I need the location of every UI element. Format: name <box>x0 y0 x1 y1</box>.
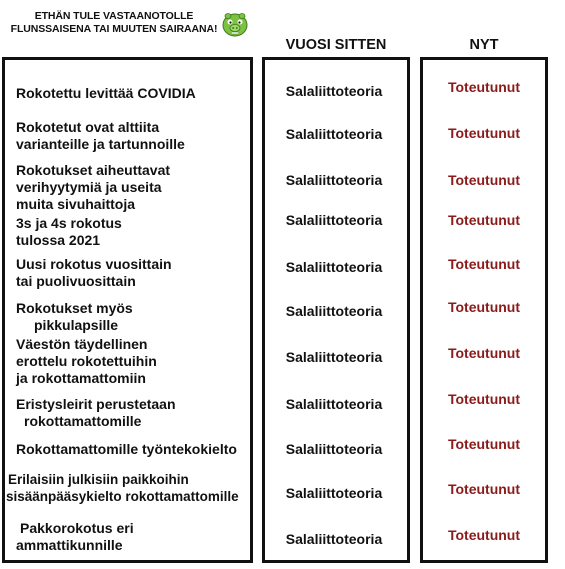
year-ago-row-11: Salaliittoteoria <box>285 531 383 547</box>
now-row-6: Toteutunut <box>447 299 521 315</box>
claim-row-11: Pakkorokotus eri ammattikunnille <box>16 520 134 553</box>
year-ago-row-8: Salaliittoteoria <box>285 396 383 412</box>
year-ago-row-9: Salaliittoteoria <box>285 441 383 457</box>
year-ago-row-4: Salaliittoteoria <box>285 212 383 228</box>
header-year-ago: VUOSI SITTEN <box>285 37 387 53</box>
now-row-8: Toteutunut <box>447 391 521 407</box>
year-ago-row-3: Salaliittoteoria <box>285 172 383 188</box>
claim-row-1: Rokotettu levittää COVIDIA <box>16 85 196 101</box>
now-row-5: Toteutunut <box>447 256 521 272</box>
year-ago-row-2: Salaliittoteoria <box>285 126 383 142</box>
now-row-11: Toteutunut <box>447 527 521 543</box>
now-row-1: Toteutunut <box>447 79 521 95</box>
claim-row-9: Rokottamattomille työntekokielto <box>16 441 237 457</box>
now-row-3: Toteutunut <box>447 172 521 188</box>
claim-row-2: Rokotetut ovat alttiita varianteille ja tartunnoille <box>16 119 185 152</box>
year-ago-row-6: Salaliittoteoria <box>285 303 383 319</box>
now-row-7: Toteutunut <box>447 345 521 361</box>
green-pig-icon <box>222 11 248 37</box>
notice-text <box>0 10 228 36</box>
claim-row-7: Väestön täydellinen erottelu rokotettuihin ja rokottamattomiin <box>16 336 157 386</box>
now-row-2: Toteutunut <box>447 125 521 141</box>
claim-row-4: 3s ja 4s rokotus tulossa 2021 <box>16 215 122 248</box>
now-row-10: Toteutunut <box>447 481 521 497</box>
claim-row-8: Eristysleirit perustetaan rokottamattomille <box>16 396 176 429</box>
claim-row-5: Uusi rokotus vuosittain tai puolivuosittain <box>16 256 172 289</box>
header-now: NYT <box>469 37 499 53</box>
now-row-4: Toteutunut <box>447 212 521 228</box>
year-ago-row-5: Salaliittoteoria <box>285 259 383 275</box>
year-ago-row-10: Salaliittoteoria <box>285 485 383 501</box>
year-ago-row-1: Salaliittoteoria <box>285 83 383 99</box>
notice-line-1: ETHÄN TULE VASTAANOTOLLE <box>34 10 194 22</box>
now-row-9: Toteutunut <box>447 436 521 452</box>
year-ago-row-7: Salaliittoteoria <box>285 349 383 365</box>
notice-line-2: FLUNSSAISENA TAI MUUTEN SAIRAANA! <box>10 23 218 35</box>
claim-row-6: Rokotukset myös pikkulapsille <box>16 300 133 333</box>
claim-row-3: Rokotukset aiheuttavat verihyytymiä ja useita muita sivuhaittoja <box>16 162 171 212</box>
claim-row-10: Erilaisiin julkisiin paikkoihin sisäänpääsykielto rokottamattomille <box>6 472 239 504</box>
